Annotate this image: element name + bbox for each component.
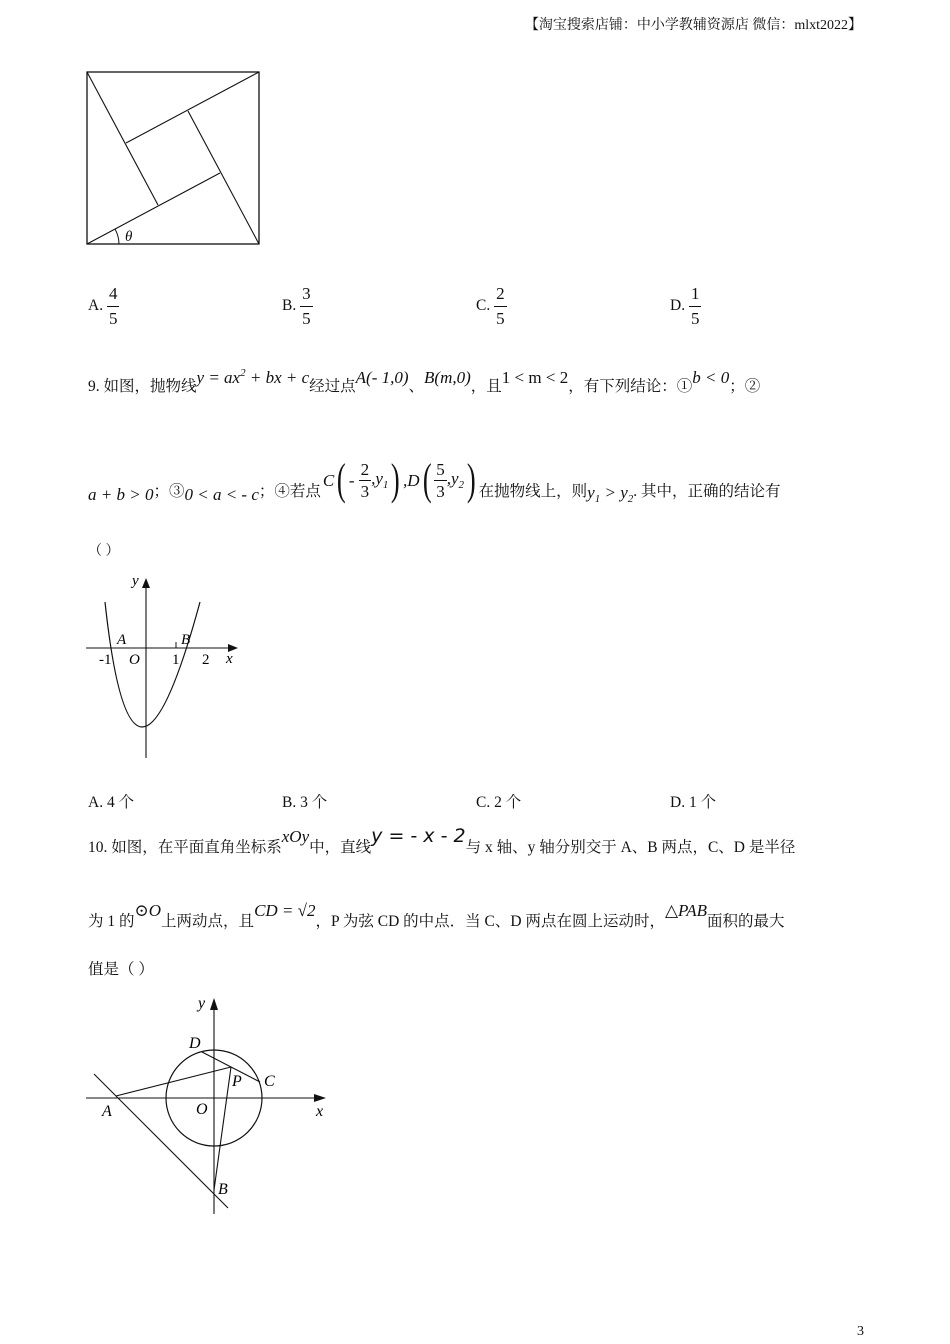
point-d-label: D	[189, 1035, 201, 1052]
q9-graph	[86, 570, 246, 760]
parabola-curve	[105, 602, 200, 727]
q9-option-b: B. 3 个	[282, 794, 328, 811]
outer-square	[87, 72, 259, 244]
y-axis-arrow	[210, 998, 218, 1010]
q10-line-3: 值是（ ）	[88, 961, 154, 978]
graph-y-label: y	[132, 573, 139, 589]
point-b-label: B	[218, 1181, 228, 1198]
seg-2	[188, 111, 259, 244]
point-b-label: B	[181, 632, 191, 648]
angle-arc	[115, 229, 119, 244]
seg-4	[87, 72, 158, 205]
q8-figure	[86, 71, 262, 247]
graph-x-label: x	[316, 1103, 324, 1120]
point-c-label: C	[264, 1073, 275, 1090]
q8-option-b: B. $\frac{3}{5}$	[282, 284, 311, 328]
graph-y-label: y	[198, 995, 206, 1012]
point-a-label: A	[117, 632, 127, 648]
seg-3	[126, 72, 259, 143]
page-number: 3	[857, 1324, 864, 1339]
q9-line-1: 9. 如图，抛物线$y = ax^2$ + bx + c经过点A(- 1,0)、B(m,0)，且1 < m < 2，有下列结论：①b < 0；②	[88, 367, 761, 395]
q10-line-2: 为 1 的⊙O上两动点，且CD = √2，P 为弦 CD 的中点．当 C、D 两点在圆上运动时，△PAB面积的最大	[88, 901, 785, 930]
origin-label: O	[129, 652, 140, 668]
tick-2-label: 2	[202, 652, 210, 668]
tick-minus1-label: -1	[99, 652, 112, 668]
tick-1-label: 1	[172, 652, 180, 668]
seg-bp	[214, 1067, 231, 1190]
x-axis-arrow	[314, 1094, 326, 1102]
q10-graph	[86, 990, 336, 1218]
point-p-label: P	[232, 1073, 242, 1090]
theta-label: θ	[125, 229, 133, 245]
point-a-label: A	[102, 1103, 112, 1120]
q10-line-1: 10. 如图，在平面直角坐标系xOy中，直线y = - x - 2与 x 轴、y 轴分别交于 A、B 两点，C、D 是半径	[88, 825, 796, 856]
q9-blank: （ ）	[88, 544, 120, 559]
q8-option-c: C. $\frac{2}{5}$	[476, 284, 505, 328]
y-axis-arrow	[142, 578, 150, 588]
q9-option-a: A. 4 个	[88, 794, 135, 811]
q9-option-d: D. 1 个	[670, 794, 717, 811]
line-ab	[94, 1074, 228, 1208]
q8-option-a: A. $\frac{4}{5}$	[88, 284, 118, 328]
q8-option-d: D. $\frac{1}{5}$	[670, 284, 700, 328]
origin-label: O	[196, 1101, 208, 1118]
q9-line-2: a + b > 0 ；③ 0 < a < - c ；④若点 C ( - $\frac{2}{3}$ $,y_1$ ) ,D ( $\frac{5}{3}$ $,y_2$ ) 在抛物线上，则 $y_1 > y_2$ . 其中，正确的结论有	[88, 455, 781, 505]
seg-1	[87, 173, 220, 244]
page-header: 【淘宝搜索店铺：中小学教辅资源店 微信：mlxt2022】	[524, 18, 862, 33]
q9-option-c: C. 2 个	[476, 794, 522, 811]
graph-x-label: x	[226, 651, 233, 667]
